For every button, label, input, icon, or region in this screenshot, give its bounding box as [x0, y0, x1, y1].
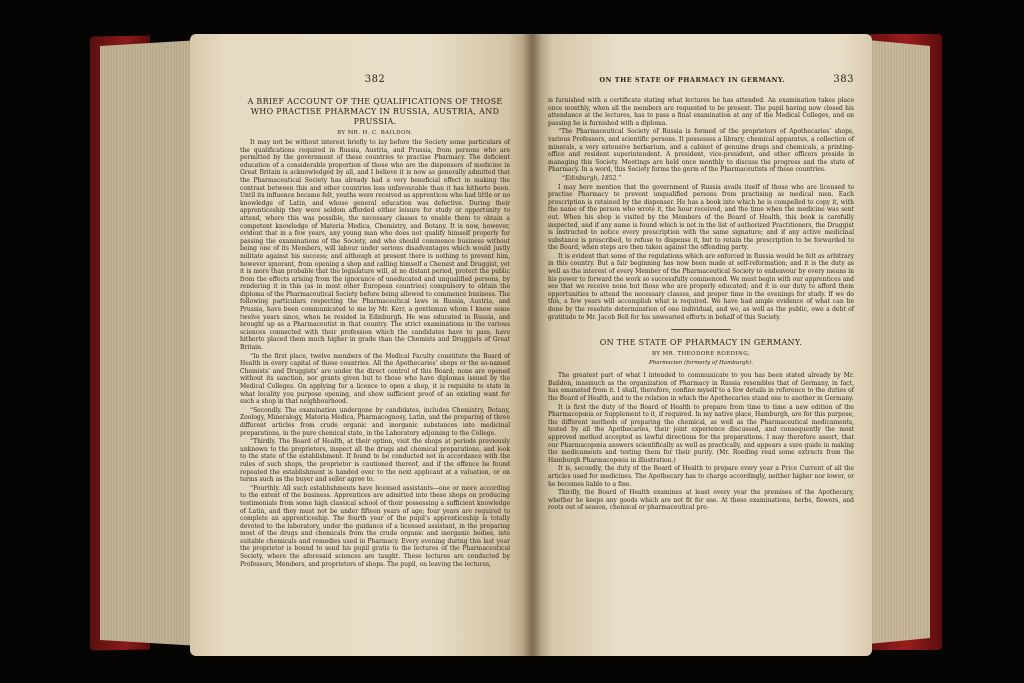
paragraph: “In the first place, twelve members of the Medical Faculty constitute the Board of Health in every capital of these countries. All the Apothecaries’ shops or the so-named Chemists’ and Druggists’ are under the direct control of this Board; none are opened without its sanction, nor grants given but to those who have diplomas issued by the Medical Colleges. On applying for a licence to open a shop, it is requisite to state in what locality you purpose opening, and show sufficient proof of an existing want for such a shop in that neighbourhood.	[240, 352, 510, 406]
page-edges-right	[868, 40, 930, 644]
page-number-left: 382	[364, 74, 386, 85]
paragraph: It is evident that some of the regulations which are enforced in Russia would be felt as arbitrary in this country. But a fair beginning has now been made at self-reformation; and it is the duty as well as the interest of every Member of the Pharmaceutical Society to endeavour by every means in his power to forward the work so successfully commenced. We must begin with our apprentices and see that we receive none but those who are properly educated; and it is our duty to afford them opportunities to attend the necessary classes, and proper time in the evenings for study. If we do this, a few years will accomplish what is required. We have had ample evidence of what can be done by the resolute determination of one individual, and we, as well as the public, owe a debt of gratitude to Mr. Jacob Bell for his unwearied efforts in behalf of this Society.	[548, 252, 854, 321]
page-number-right: 383	[833, 74, 854, 85]
paragraph: is furnished with a certificate stating what lectures he has attended. An examination takes place once monthly, when all the members are requested to be present. The pupil having now closed his attendance at the lectures, has to pass a final examination at any of the Medical Colleges, and on passing he is furnished with a diploma.	[548, 97, 854, 127]
running-head-title: ON THE STATE OF PHARMACY IN GERMANY.	[599, 76, 786, 84]
paragraph: “Thirdly. The Board of Health, at their option, visit the shops at periods previously unknown to the proprietors, inspect all the drugs and chemical preparations, and look to the state of the establishment. If found to be conducted not in accordance with the rules of such shops, the proprietor is cautioned thereof, and if the offence be found repeated the establishment is handed over to the next applicant at a valuation, or on terms such as the buyer and seller agree to.	[240, 438, 510, 484]
paragraph: The greatest part of what I intended to communicate to you has been stated already by Mr. Baildon, inasmuch as the organization of Pharmacy in Russia resembles that of Germany, in fact, has emanated from it. I shall, therefore, confine myself to a few details in reference to the duties of the Board of Health, and to the relation in which the Apothecaries stand one to another in Germany.	[548, 372, 854, 402]
paragraph: It is, secondly, the duty of the Board of Health to prepare every year a Price Current of all the articles used for medicines. The Apothecary has to charge accordingly, neither higher nor lower, or he becomes liable to a fine.	[548, 465, 854, 488]
byline-baildon: BY MR. H. C. BAILDON.	[337, 130, 413, 136]
paragraph: It is first the duty of the Board of Health to prepare from time to time a new edition of the Pharmacopœia or Supplement to it, if required. In my native place, Hamburgh, are for this purpose, the different methods of preparing the chemical, as well as the Pharmaceutical medicaments, tested by all the Apothecaries, their joint experience discussed, and consequently the most approved method accepted as lawful directions for the preparations. I may therefore assert, that our Pharmacopœia answers scientifically as well as practically, and appears a sure guide in making the medicaments and testing them for their purity. (Mr. Roeding read some extracts from the Hamburgh Pharmacopœia in illustration.)	[548, 403, 854, 464]
signature-place-date: “Edinburgh, 1852.”	[562, 174, 622, 182]
paragraph: “Fourthly. All such establishments have licensed assistants—one or more according to the extent of the business. Apprentices are admitted into these shops on producing testimonials from some high classical school of their possessing a sufficient knowledge of Latin, and they must not be under fifteen years of age; four years are required to complete an apprenticeship. The fourth year of the pupil’s apprenticeship is totally devoted to the laboratory, under the guidance of a licensed assistant, in the preparing most of the drugs and chemicals from the crude organic and inorganic bodies, into suitable chemicals and remedies used in Pharmacy. Every evening during this last year the proprietor is bound to send his pupil gratis to the lectures of the Pharmaceutical Society, where the aforesaid sciences are taught. These lectures are conducted by Professors, Members, and proprietors of shops. The pupil, on leaving the lectures,	[240, 484, 510, 568]
paragraph: “Secondly. The examination undergone by candidates, includes Chemistry, Botany, Zoology, Mineralogy, Materia Medica, Pharmacognosy, Latin, and the preparing of three different articles from crude organic and inorganic substances into medicinal preparations, in the pure chemical state, in the Laboratory adjoining to the College.	[240, 406, 510, 437]
right-page	[532, 34, 872, 656]
article-title-roeding: ON THE STATE OF PHARMACY IN GERMANY.	[599, 338, 803, 348]
affiliation-roeding: Pharmacien (formerly of Hamburgh).	[649, 360, 753, 367]
paragraph: I may here mention that the government of Russia avails itself of those who are licensed to practise Pharmacy to prevent unqualified persons from practising as medical men. Each prescription is retained by the dispenser. He has a book into which he is compelled to copy it, with the name of the person who wrote it, the hour received, and the time when the medicine was sent out. When his shop is visited by the Members of the Board of Health, this book is carefully inspected, and if any name is found which is not in the list of authorized Practitioners, the Druggist is instructed to notice every prescription with the same signature; and if any active medicinal substance is prescribed, to refuse to dispense it, but to retain the prescription to be forwarded to the Board, when steps are then taken against the offending party.	[548, 183, 854, 252]
left-running-head	[240, 74, 510, 85]
spacer	[548, 75, 551, 84]
article-title-baildon: A BRIEF ACCOUNT OF THE QUALIFICATIONS OF THOSE WHO PRACTISE PHARMACY IN RUSSIA, AUSTRIA, AND PRUSSIA.	[247, 97, 503, 126]
left-page	[190, 34, 532, 656]
paragraph: “The Pharmaceutical Society of Russia is formed of the proprietors of Apothecaries’ shops, various Professors, and scientific persons. It possesses a library, chemical apparatus, a collection of minerals, a very extensive herbarium, and a cabinet of genuine drugs and chemicals, a printing-office and resident superintendent. A president, vice-president, and other officers preside in managing this Society. Meetings are held once monthly to discuss the progress and the state of Pharmacy. In a word, this Society forms the germ of the Pharmaceutists of these countries.	[548, 128, 854, 174]
section-divider	[671, 329, 731, 330]
paragraph: It may not be without interest briefly to lay before the Society some particulars of the qualifications required in Russia, Austria, and Prussia, from persons who are permitted by the government of these countries to practise Pharmacy. The deficient education of a considerable proportion of those who are the dispensers of medicine in Great Britain is acknowledged by all, and I believe it is now as generally admitted that the Pharmaceutical Society has already had a very beneficial effect in making the contrast between this and other countries less unfavourable than it has hitherto been. Until its influence became felt, youths were received as apprentices who had little or no knowledge of Latin, and whose general education was defective. During their apprenticeship they were seldom afforded either leisure for study or opportunity to attend, where this was possible, the necessary classes to enable them to obtain a competent knowledge of Materia Medica, Chemistry, and Botany. It is now, however, evident that in a few years, any young man who does not qualify himself properly for passing the examinations of the Society, and who should commence business without being one of its Members, will labour under serious disadvantages which would justly militate against his success; and although at present there is nothing to prevent him, however ignorant, from opening a shop and calling himself a Chemist and Druggist, yet it is more than probable that the legislature will, at no distant period, protect the public from the effects arising from the ignorance of uneducated and unqualified persons, by rendering it in this (as in most other European countries) compulsory to obtain the diploma of the Pharmaceutical Society before being allowed to commence business. The following particulars respecting the Pharmaceutical laws in Russia, Austria, and Prussia, have been communicated to me by Mr. Kerr, a gentleman whom I knew some twelve years since, when he resided in Edinburgh. He was educated in Russia, and brought up as a Pharmaceutist in that country. The strict examinations in the various sciences connected with their profession which the candidates have to pass, have hitherto placed them much higher in grade than the Chemists and Druggists of Great Britain.	[240, 139, 510, 352]
paragraph: Thirdly, the Board of Health examines at least every year the premises of the Apothecary, whether he keeps any goods which are not fit for use. At these examinations, herbs, flowers, and roots out of season, chemical or pharmaceutical pre-	[548, 489, 854, 512]
byline-roeding: BY MR. THEODORE ROEDING,	[651, 351, 750, 358]
right-running-head	[548, 74, 854, 85]
page-edges-left	[100, 40, 200, 646]
